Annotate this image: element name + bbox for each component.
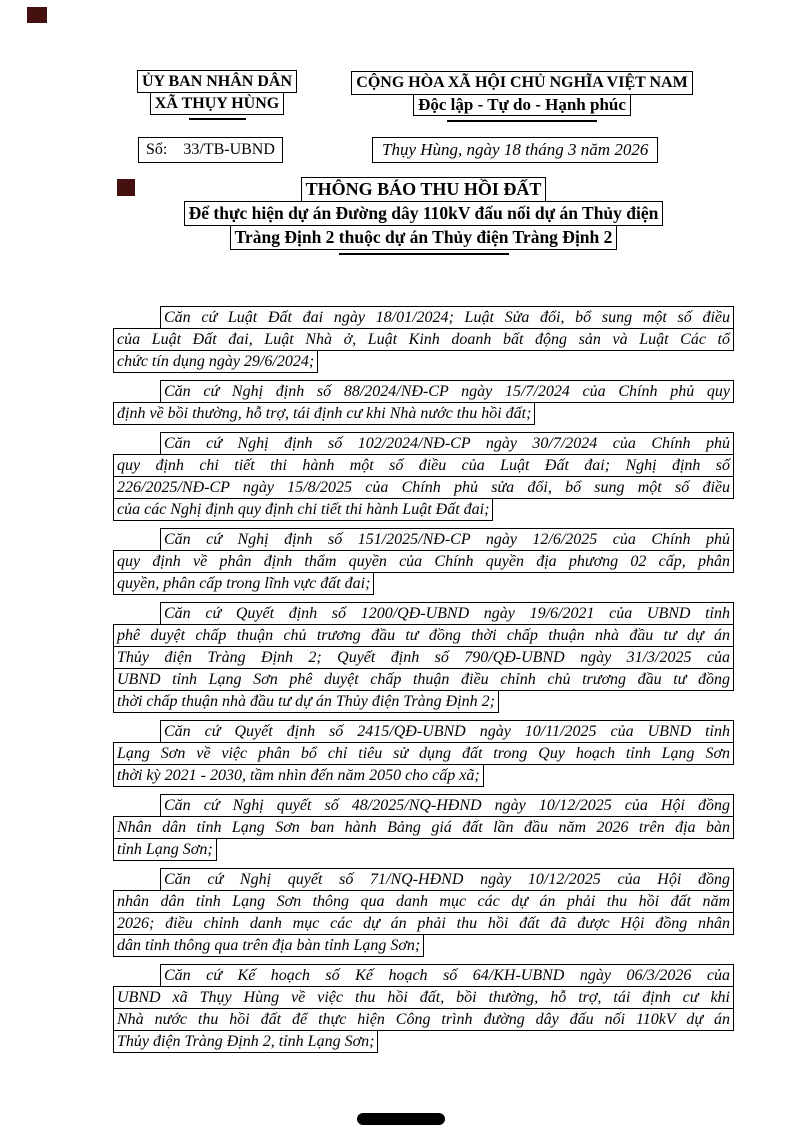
paragraph-line: Thủy điện Tràng Định 2; Quyết định số 790/QĐ-UBND ngày 31/3/2025 của — [113, 646, 734, 669]
paragraph-line: Căn cứ Nghị quyết số 71/NQ-HĐND ngày 10/12/2025 của Hội đồng — [160, 868, 734, 891]
paragraph-line: Căn cứ Nghị định số 102/2024/NĐ-CP ngày 30/7/2024 của Chính phủ — [160, 432, 734, 455]
paragraph-line: quyền, phân cấp trong lĩnh vực đất đai; — [113, 572, 374, 595]
paragraph-line: quy định về phân định thẩm quyền của Chính quyền địa phương 02 cấp, phân — [113, 550, 734, 573]
paragraph-line: UBND xã Thụy Hùng về việc thu hồi đất, bồi thường, hỗ trợ, tái định cư khi — [113, 986, 734, 1009]
paragraph-line: thời chấp thuận nhà đầu tư dự án Thủy điện Tràng Định 2; — [113, 690, 499, 713]
paragraph-line: 226/2025/NĐ-CP ngày 15/8/2025 của Chính phủ sửa đổi, bổ sung một số điều — [113, 476, 734, 499]
paragraph-line: Căn cứ Kế hoạch số Kế hoạch số 64/KH-UBND ngày 06/3/2026 của — [160, 964, 734, 987]
paragraph-line: 2026; điều chỉnh danh mục các dự án phải thu hồi đất đã được Hội đồng nhân — [113, 912, 734, 935]
paragraph-line: Nhân dân tỉnh Lạng Sơn ban hành Bảng giá đất lần đầu năm 2026 trên địa bàn — [113, 816, 734, 839]
paragraph-line: nhân dân tỉnh Lạng Sơn thông qua danh mục các dự án phải thu hồi đất năm — [113, 890, 734, 913]
bottom-bar — [357, 1113, 445, 1125]
paragraph-line: Lạng Sơn về việc phân bổ chỉ tiêu sử dụng đất trong Quy hoạch tỉnh Lạng Sơn — [113, 742, 734, 765]
paragraph-line: UBND tỉnh Lạng Sơn phê duyệt chấp thuận điều chỉnh chủ trương đầu tư đồng — [113, 668, 734, 691]
header-left-line2: XÃ THỤY HÙNG — [150, 92, 284, 115]
paragraph — [113, 306, 734, 373]
paragraph-line: Căn cứ Nghị định số 151/2025/NĐ-CP ngày 12/6/2025 của Chính phủ — [160, 528, 734, 551]
header-right — [333, 71, 711, 122]
doc-number: Số: 33/TB-UBND — [138, 137, 283, 163]
paragraph-line: Căn cứ Quyết định số 1200/QĐ-UBND ngày 19/6/2021 của UBND tỉnh — [160, 602, 734, 625]
paragraph-line: của các Nghị định quy định chi tiết thi hành Luật Đất đai; — [113, 498, 493, 521]
motto-line: Độc lập - Tự do - Hạnh phúc — [413, 94, 631, 116]
header-left-underline — [189, 118, 246, 120]
paragraph — [113, 794, 734, 861]
paragraph-line: định về bồi thường, hỗ trợ, tái định cư khi Nhà nước thu hồi đất; — [113, 402, 535, 425]
subtitle-line-1: Để thực hiện dự án Đường dây 110kV đấu nối dự án Thủy điện — [184, 201, 664, 226]
paragraph-line: phê duyệt chấp thuận chủ trương đầu tư đồng thời chấp thuận nhà đầu tư dự án — [113, 624, 734, 647]
paragraph-line: quy định chi tiết thi hành một số điều của Luật Đất đai; Nghị định số — [113, 454, 734, 477]
paragraph — [113, 528, 734, 595]
paragraph-line: Căn cứ Luật Đất đai ngày 18/01/2024; Luật Sửa đổi, bổ sung một số điều — [160, 306, 734, 329]
subtitle-line-2: Tràng Định 2 thuộc dự án Thủy điện Tràng Định 2 — [230, 225, 618, 250]
paragraph — [113, 432, 734, 521]
document-title: THÔNG BÁO THU HỒI ĐẤT — [301, 177, 547, 202]
nation-title: CỘNG HÒA XÃ HỘI CHỦ NGHĨA VIỆT NAM — [351, 71, 692, 95]
paragraph-line: của Luật Đất đai, Luật Nhà ở, Luật Kinh doanh bất động sản và Luật Các tổ — [113, 328, 734, 351]
title-block — [113, 177, 734, 255]
body-paragraphs — [113, 306, 734, 1060]
motto-underline — [447, 120, 597, 122]
paragraph-line: tỉnh Lạng Sơn; — [113, 838, 217, 861]
paragraph-line: Thủy điện Tràng Định 2, tỉnh Lạng Sơn; — [113, 1030, 378, 1053]
paragraph — [113, 380, 734, 425]
paragraph-line: chức tín dụng ngày 29/6/2024; — [113, 350, 318, 373]
paragraph — [113, 720, 734, 787]
header-left-line1: ỦY BAN NHÂN DÂN — [137, 70, 297, 93]
date-line: Thụy Hùng, ngày 18 tháng 3 năm 2026 — [372, 137, 658, 163]
header-left — [131, 70, 303, 120]
paragraph-line: Căn cứ Quyết định số 2415/QĐ-UBND ngày 10/11/2025 của UBND tỉnh — [160, 720, 734, 743]
corner-mark — [27, 7, 47, 23]
paragraph — [113, 964, 734, 1053]
paragraph-line: Căn cứ Nghị định số 88/2024/NĐ-CP ngày 15/7/2024 của Chính phủ quy — [160, 380, 734, 403]
paragraph — [113, 868, 734, 957]
title-underline — [339, 253, 509, 255]
paragraph-line: thời kỳ 2021 - 2030, tầm nhìn đến năm 2050 cho cấp xã; — [113, 764, 484, 787]
paragraph-line: Căn cứ Nghị quyết số 48/2025/NQ-HĐND ngày 10/12/2025 của Hội đồng — [160, 794, 734, 817]
paragraph-line: dân tỉnh thông qua trên địa bàn tỉnh Lạng Sơn; — [113, 934, 424, 957]
paragraph-line: Nhà nước thu hồi đất để thực hiện Công trình đường dây đấu nối 110kV dự án — [113, 1008, 734, 1031]
paragraph — [113, 602, 734, 713]
